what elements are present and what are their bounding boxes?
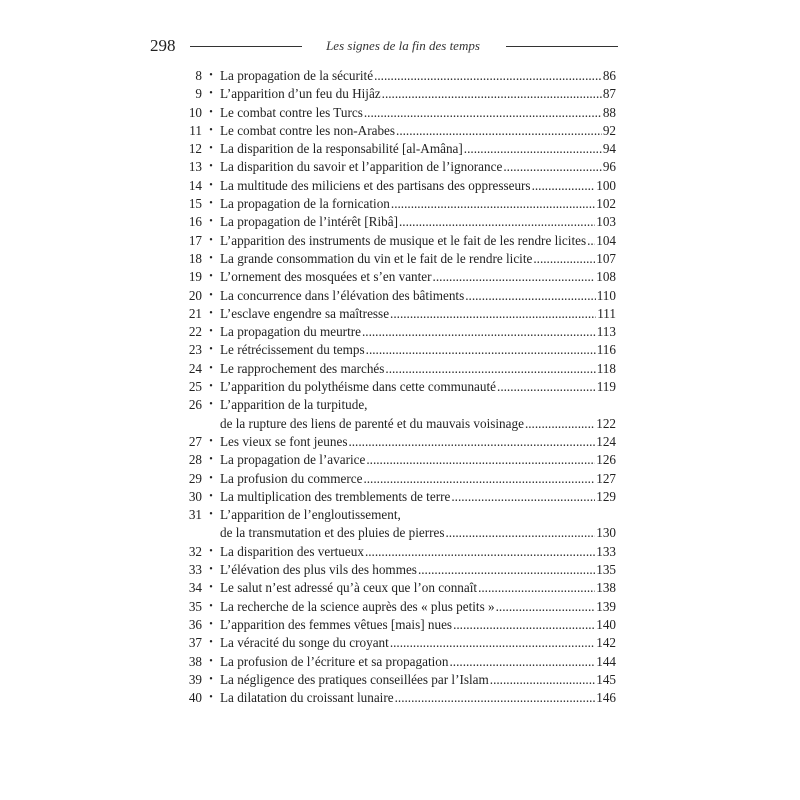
- entry-line: [220, 524, 616, 542]
- entry-line: [220, 488, 616, 506]
- entry-number: 37: [188, 635, 202, 651]
- bullet-icon: •: [209, 600, 213, 612]
- toc-entry: [168, 213, 616, 231]
- toc-entry: [168, 158, 616, 176]
- toc-entry: [168, 561, 616, 579]
- entry-line: [220, 213, 616, 231]
- bullet-icon: •: [209, 106, 213, 118]
- entry-number: 31: [188, 507, 202, 523]
- entry-number: 29: [188, 470, 202, 486]
- entry-title: La propagation de la sécurité: [220, 68, 374, 83]
- dot-leader: [533, 250, 595, 268]
- entry-line: [220, 634, 616, 652]
- bullet-icon: •: [209, 509, 213, 521]
- entry-title: Le combat contre les non-Arabes: [220, 122, 396, 138]
- entry-page-number: 110: [596, 287, 616, 303]
- running-header: [150, 36, 620, 58]
- entry-page-number: 86: [602, 68, 616, 83]
- dot-leader: [532, 177, 596, 195]
- dot-leader: [390, 634, 595, 652]
- toc-entry: [168, 689, 616, 707]
- entry-number: 10: [188, 104, 202, 120]
- dot-leader: [587, 232, 595, 250]
- running-title: Les signes de la fin des temps: [326, 38, 480, 53]
- entry-title: Le combat contre les Turcs: [220, 104, 363, 120]
- entry-page-number: 119: [596, 379, 616, 395]
- dot-leader: [433, 268, 596, 286]
- bullet-icon: •: [209, 326, 213, 338]
- entry-number: 19: [188, 269, 202, 285]
- dot-leader: [395, 689, 596, 707]
- bullet-icon: •: [209, 655, 213, 667]
- toc-entry: [168, 470, 616, 488]
- bullet-icon: •: [209, 582, 213, 594]
- dot-leader: [464, 140, 602, 158]
- toc-entry: [168, 433, 616, 451]
- bullet-icon: •: [209, 216, 213, 228]
- entry-page-number: 87: [602, 86, 616, 102]
- entry-line: [220, 158, 616, 176]
- toc-entry: [168, 85, 616, 103]
- entry-line: [220, 561, 616, 579]
- toc-entry: [168, 543, 616, 561]
- toc-entry: [168, 177, 616, 195]
- entry-page-number: 133: [596, 543, 616, 559]
- entry-title-first-line: L’apparition de l’engloutissement,: [220, 507, 401, 523]
- entry-line: [220, 140, 616, 158]
- entry-title: La concurrence dans l’élévation des bâtiments: [220, 287, 465, 303]
- entry-page-number: 111: [597, 305, 616, 321]
- entry-number: 38: [188, 653, 202, 669]
- entry-page-number: 126: [596, 452, 616, 468]
- entry-title: La propagation du meurtre: [220, 324, 361, 340]
- entry-page-number: 103: [596, 214, 616, 230]
- entry-number: 39: [188, 671, 202, 687]
- entry-number: 18: [188, 250, 202, 266]
- entry-page-number: 129: [596, 488, 616, 504]
- entry-line: [220, 287, 616, 305]
- bullet-icon: •: [209, 198, 213, 210]
- dot-leader: [390, 305, 596, 323]
- bullet-icon: •: [209, 673, 213, 685]
- entry-page-number: 142: [596, 635, 616, 651]
- entry-title: Le rapprochement des marchés: [220, 360, 385, 376]
- dot-leader: [396, 122, 602, 140]
- entry-line: [220, 689, 616, 707]
- entry-line: [220, 378, 616, 396]
- dot-leader: [362, 323, 596, 341]
- entry-page-number: 96: [602, 159, 616, 175]
- dot-leader: [418, 561, 595, 579]
- table-of-contents: [168, 67, 616, 707]
- toc-entry: [168, 488, 616, 506]
- toc-entry: [168, 250, 616, 268]
- entry-page-number: 100: [596, 177, 616, 193]
- dot-leader: [365, 543, 595, 561]
- bullet-icon: •: [209, 399, 213, 411]
- toc-entry: [168, 67, 616, 85]
- dot-leader: [503, 158, 601, 176]
- header-rule-right: [506, 46, 618, 47]
- bullet-icon: •: [209, 490, 213, 502]
- toc-entry: [168, 122, 616, 140]
- entry-line: [220, 616, 616, 634]
- bullet-icon: •: [209, 381, 213, 393]
- entry-title: de la rupture des liens de parenté et du mauvais voisinage: [220, 415, 524, 431]
- entry-number: 28: [188, 452, 202, 468]
- entry-line: [220, 543, 616, 561]
- entry-line: [220, 415, 616, 433]
- entry-title: La multiplication des tremblements de terre: [220, 488, 451, 504]
- entry-number: 27: [188, 433, 202, 449]
- toc-entry: [168, 378, 616, 396]
- toc-entry: [168, 598, 616, 616]
- dot-leader: [465, 287, 595, 305]
- entry-number: 33: [188, 562, 202, 578]
- entry-title: L’esclave engendre sa maîtresse: [220, 305, 390, 321]
- dot-leader: [364, 104, 602, 122]
- entry-page-number: 130: [596, 525, 616, 541]
- entry-title: L’apparition des femmes vêtues [mais] nues: [220, 616, 453, 632]
- entry-page-number: 135: [596, 562, 616, 578]
- entry-page-number: 118: [596, 360, 616, 376]
- entry-line: [220, 671, 616, 689]
- entry-page-number: 92: [602, 122, 616, 138]
- entry-number: 22: [188, 324, 202, 340]
- dot-leader: [366, 341, 596, 359]
- entry-title: Les vieux se font jeunes: [220, 433, 348, 449]
- bullet-icon: •: [209, 307, 213, 319]
- entry-number: 17: [188, 232, 202, 248]
- entry-page-number: 88: [602, 104, 616, 120]
- entry-number: 24: [188, 360, 202, 376]
- entry-number: 25: [188, 379, 202, 395]
- entry-line: [220, 305, 616, 323]
- toc-entry: [168, 287, 616, 305]
- entry-title-first-line: L’apparition de la turpitude,: [220, 397, 368, 413]
- entry-title: La disparition de la responsabilité [al-Amâna]: [220, 141, 463, 157]
- entry-line: [220, 360, 616, 378]
- entry-page-number: 144: [596, 653, 616, 669]
- entry-title: L’apparition du polythéisme dans cette communauté: [220, 379, 497, 395]
- entry-page-number: 94: [602, 141, 616, 157]
- bullet-icon: •: [209, 344, 213, 356]
- entry-number: 20: [188, 287, 202, 303]
- toc-entry: [168, 634, 616, 652]
- bullet-icon: •: [209, 637, 213, 649]
- dot-leader: [391, 195, 595, 213]
- toc-entry: [168, 396, 616, 433]
- entry-page-number: 122: [596, 415, 616, 431]
- entry-line: [220, 579, 616, 597]
- bullet-icon: •: [209, 70, 213, 81]
- entry-title: La grande consommation du vin et le fait de le rendre licite: [220, 250, 533, 266]
- dot-leader: [399, 213, 595, 231]
- entry-title: La négligence des pratiques conseillées par l’Islam: [220, 671, 489, 687]
- entry-line: [220, 653, 616, 671]
- toc-entry: [168, 268, 616, 286]
- entry-title: Le salut n’est adressé qu’à ceux que l’on connaît: [220, 580, 478, 596]
- entry-page-number: 138: [596, 580, 616, 596]
- toc-entry: [168, 140, 616, 158]
- entry-page-number: 127: [596, 470, 616, 486]
- toc-entry: [168, 671, 616, 689]
- entry-title: La propagation de la fornication: [220, 196, 390, 212]
- toc-entry: [168, 579, 616, 597]
- entry-number: 36: [188, 616, 202, 632]
- toc-entry: [168, 506, 616, 543]
- bullet-icon: •: [209, 143, 213, 155]
- toc-entry: [168, 360, 616, 378]
- entry-title: La profusion du commerce: [220, 470, 363, 486]
- entry-number: 13: [188, 159, 202, 175]
- bullet-icon: •: [209, 161, 213, 173]
- entry-page-number: 116: [596, 342, 616, 358]
- entry-number: 35: [188, 598, 202, 614]
- bullet-icon: •: [209, 252, 213, 264]
- entry-page-number: 124: [596, 433, 616, 449]
- entry-line: [220, 341, 616, 359]
- bullet-icon: •: [209, 234, 213, 246]
- entry-title: Le rétrécissement du temps: [220, 342, 365, 358]
- entry-title: La dilatation du croissant lunaire: [220, 690, 394, 706]
- dot-leader: [445, 524, 595, 542]
- dot-leader: [366, 451, 595, 469]
- bullet-icon: •: [209, 472, 213, 484]
- entry-number: 14: [188, 177, 202, 193]
- entry-title: L’élévation des plus vils des hommes: [220, 562, 417, 578]
- entry-page-number: 146: [596, 690, 616, 706]
- header-rule-left: [190, 46, 302, 47]
- entry-number: 9: [195, 86, 202, 102]
- bullet-icon: •: [209, 564, 213, 576]
- entry-title: L’apparition d’un feu du Hijâz: [220, 86, 381, 102]
- entry-line: [220, 104, 616, 122]
- bullet-icon: •: [209, 179, 213, 191]
- entry-line: [220, 250, 616, 268]
- entry-title: La recherche de la science auprès des « plus petits »: [220, 598, 495, 614]
- entry-number: 23: [188, 342, 202, 358]
- entry-page-number: 108: [596, 269, 616, 285]
- bullet-icon: •: [209, 88, 213, 100]
- entry-line: [220, 470, 616, 488]
- entry-line: [220, 232, 616, 250]
- bullet-icon: •: [209, 692, 213, 704]
- entry-number: 26: [188, 397, 202, 413]
- toc-entry: [168, 195, 616, 213]
- toc-entry: [168, 616, 616, 634]
- entry-page-number: 140: [596, 616, 616, 632]
- entry-title: La propagation de l’intérêt [Ribâ]: [220, 214, 398, 230]
- entry-number: 40: [188, 690, 202, 706]
- entry-number: 12: [188, 141, 202, 157]
- entry-page-number: 102: [596, 196, 616, 212]
- entry-number: 15: [188, 196, 202, 212]
- bullet-icon: •: [209, 545, 213, 557]
- entry-number: 30: [188, 488, 202, 504]
- entry-title: La propagation de l’avarice: [220, 452, 366, 468]
- dot-leader: [525, 415, 595, 433]
- dot-leader: [451, 488, 595, 506]
- toc-entry: [168, 341, 616, 359]
- entry-number: 11: [189, 122, 202, 138]
- bullet-icon: •: [209, 271, 213, 283]
- dot-leader: [453, 616, 595, 634]
- bullet-icon: •: [209, 454, 213, 466]
- entry-page-number: 139: [596, 598, 616, 614]
- entry-line: [220, 195, 616, 213]
- entry-page-number: 104: [596, 232, 616, 248]
- toc-entry: [168, 104, 616, 122]
- dot-leader: [385, 360, 595, 378]
- entry-page-number: 113: [596, 324, 616, 340]
- bullet-icon: •: [209, 289, 213, 301]
- entry-page-number: 107: [596, 250, 616, 266]
- entry-line: [220, 323, 616, 341]
- entry-title: La disparition du savoir et l’apparition de l’ignorance: [220, 159, 503, 175]
- dot-leader: [490, 671, 595, 689]
- entry-line: [220, 67, 616, 85]
- bullet-icon: •: [209, 618, 213, 630]
- page-number: 298: [150, 36, 176, 55]
- entry-line: [220, 268, 616, 286]
- toc-entry: [168, 451, 616, 469]
- entry-line: [220, 177, 616, 195]
- dot-leader: [450, 653, 596, 671]
- entry-title: La multitude des miliciens et des partisans des oppresseurs: [220, 177, 531, 193]
- toc-entry: [168, 653, 616, 671]
- dot-leader: [497, 378, 596, 396]
- entry-title: La disparition des vertueux: [220, 543, 364, 559]
- entry-line: [220, 433, 616, 451]
- entry-title: La véracité du songe du croyant: [220, 635, 389, 651]
- entry-number: 8: [195, 68, 202, 83]
- bullet-icon: •: [209, 435, 213, 447]
- dot-leader: [496, 598, 596, 616]
- bullet-icon: •: [209, 124, 213, 136]
- bullet-icon: •: [209, 362, 213, 374]
- entry-title: L’ornement des mosquées et s’en vanter: [220, 269, 432, 285]
- entry-line: [220, 451, 616, 469]
- entry-title: L’apparition des instruments de musique et le fait de les rendre licites: [220, 232, 587, 248]
- entry-title: La profusion de l’écriture et sa propagation: [220, 653, 449, 669]
- entry-number: 34: [188, 580, 202, 596]
- entry-line: [220, 85, 616, 103]
- entry-page-number: 145: [596, 671, 616, 687]
- dot-leader: [478, 579, 595, 597]
- toc-entry: [168, 323, 616, 341]
- entry-number: 16: [188, 214, 202, 230]
- dot-leader: [348, 433, 595, 451]
- entry-line: [220, 122, 616, 140]
- toc-entry: [168, 305, 616, 323]
- toc-entry: [168, 232, 616, 250]
- dot-leader: [374, 67, 602, 85]
- entry-line: [220, 598, 616, 616]
- entry-title: de la transmutation et des pluies de pierres: [220, 525, 445, 541]
- dot-leader: [363, 470, 595, 488]
- dot-leader: [382, 85, 602, 103]
- entry-number: 32: [188, 543, 202, 559]
- entry-number: 21: [188, 305, 202, 321]
